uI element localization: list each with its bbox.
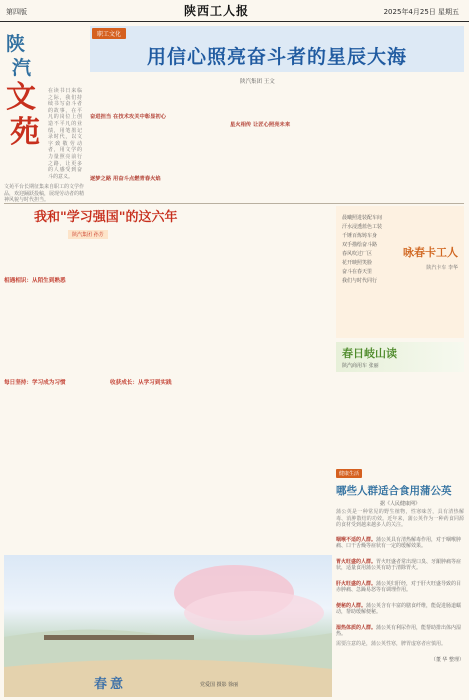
health-item-label: 肝火旺盛的人群。 [336,581,377,587]
banner-intro-footer: 文苑平台长期征集来自职工的文学作品，欢迎踊跃投稿，展现劳动者的精神风貌与时代担当。 [4,184,85,204]
banner-char-3: 文 [6,80,36,115]
health-item [336,581,464,601]
feature-header [90,26,464,72]
poem-line: 汗水浸透蓝色工装 [342,224,383,230]
feature-subhead-2: 逐梦之路 用奋斗点燃青春火焰 [90,176,161,182]
health-item-text: 蒲公英有利尿作用，能帮助排出体内湿热。 [336,625,462,638]
photo-illustration [4,555,332,697]
health-item-text: 胃火旺盛者常出现口臭、牙龈肿痛等症状，适量食用蒲公英有助于清除胃火。 [336,559,462,572]
health-item [336,537,464,557]
feature-byline: 陕汽集团 王文 [240,79,275,85]
study-subhead-3: 收获成长：从学习到实践 [110,380,172,386]
study-subhead-2: 每日坚持：学习成为习惯 [4,380,66,386]
poem-line: 奋斗在春天里 [342,269,373,275]
essay-byline: 陕汽商用车 张丽 [342,363,379,369]
health-item-text: 蒲公英含有丰富的膳食纤维，能促进肠道蠕动，帮助缓解便秘。 [336,603,462,616]
photo-caption: 春意 [94,677,127,692]
poem-title: 咏春卡工人 [403,246,458,259]
poem-line: 春风吹过厂区 [342,251,373,257]
feature-subhead-3: 星火相传 让匠心照亮未来 [230,122,291,128]
newspaper-logo: 陕西工人报 [184,4,250,18]
health-item [336,559,464,579]
health-headline: 哪些人群适合食用蒲公英 [336,485,452,497]
health-item-label: 胃火旺盛的人群。 [336,559,377,565]
spring-photo [4,555,332,697]
poem-line: 我们与时代同行 [342,278,378,284]
masthead [0,0,469,22]
health-item-text: 蒲公英具有清热解毒作用，对于咽喉肿痛、口干舌燥等症状有一定的缓解效果。 [336,537,462,550]
health-item [336,625,464,639]
health-intro: 蒲公英是一种常见的野生植物，性寒味苦，具有清热解毒、消肿散结的功效。近年来，蒲公英作为一种药食同源的食材受到越来越多人的关注。 [336,509,464,529]
banner-char-1: 陕 [6,33,26,55]
banner-char-2: 汽 [12,57,32,79]
feature-col-1-text-a [90,86,180,112]
health-byline: 据《人民健康网》 [379,501,420,507]
banner-title-chars [6,32,46,150]
feature-col-2 [230,86,320,200]
photo-credit: 党爱国 摄影 徐丽 [200,682,239,688]
feature-tag: 职工文化 [92,28,126,39]
feature-headline: 用信心照亮奋斗者的星辰大海 [146,46,407,68]
banner-char-4: 苑 [10,115,40,150]
poem-line: 千锤百炼铸车身 [342,233,378,239]
health-byline-end: （董 华 整理） [430,657,464,663]
essay-title: 春日岐山读 [342,347,397,360]
feature-col-1-text-b [90,120,180,174]
feature-col-1 [90,86,180,200]
left-banner [4,30,85,204]
study-byline: 陕汽集团 孙芳 [68,230,108,239]
health-article [336,460,464,698]
health-item [336,603,464,623]
issue-date: 2025年4月25日 星期五 [383,8,459,16]
essay-header [336,342,464,372]
feature-article [90,26,464,202]
feature-subhead-1: 奋进担当 在技术攻关中彰显初心 [90,114,167,120]
poem-line: 晨曦照进装配车间 [342,215,383,221]
poem-line: 花开映照笑脸 [342,260,373,266]
poem-line: 双手描绘奋斗路 [342,242,378,248]
page-label: 第四版 [6,8,27,16]
health-note: 需要注意的是，蒲公英性寒，脾胃虚寒者应慎用。 [336,641,447,647]
health-item-label: 便秘的人群。 [336,603,367,609]
section-divider-1 [4,203,464,204]
study-subhead-1: 相遇相识：从陌生到熟悉 [4,278,66,284]
banner-intro: 在读书日来临之际，我们持续书写奋斗者的故事，在平凡的岗位上创造不平凡的业绩，用笔墨记录时代，以文字致敬劳动者，用文学的力量照亮前行之路，让更多的人感受到奋斗的意义。 [48,88,82,180]
health-item-text: 蒲公英归肝经，对于肝火旺盛导致的目赤肿痛、急躁易怒等有调理作用。 [336,581,462,594]
health-item-label: 咽喉不适的人群。 [336,537,377,543]
study-article [4,208,332,544]
poem-byline: 陕汽卡车 李华 [426,265,458,271]
poem-box [336,206,464,338]
health-tag: 健康生活 [336,469,362,478]
study-title: 我和"学习强国"的这六年 [34,210,178,225]
poem-lines [342,214,408,286]
health-item-label: 湿热体质的人群。 [336,625,377,631]
